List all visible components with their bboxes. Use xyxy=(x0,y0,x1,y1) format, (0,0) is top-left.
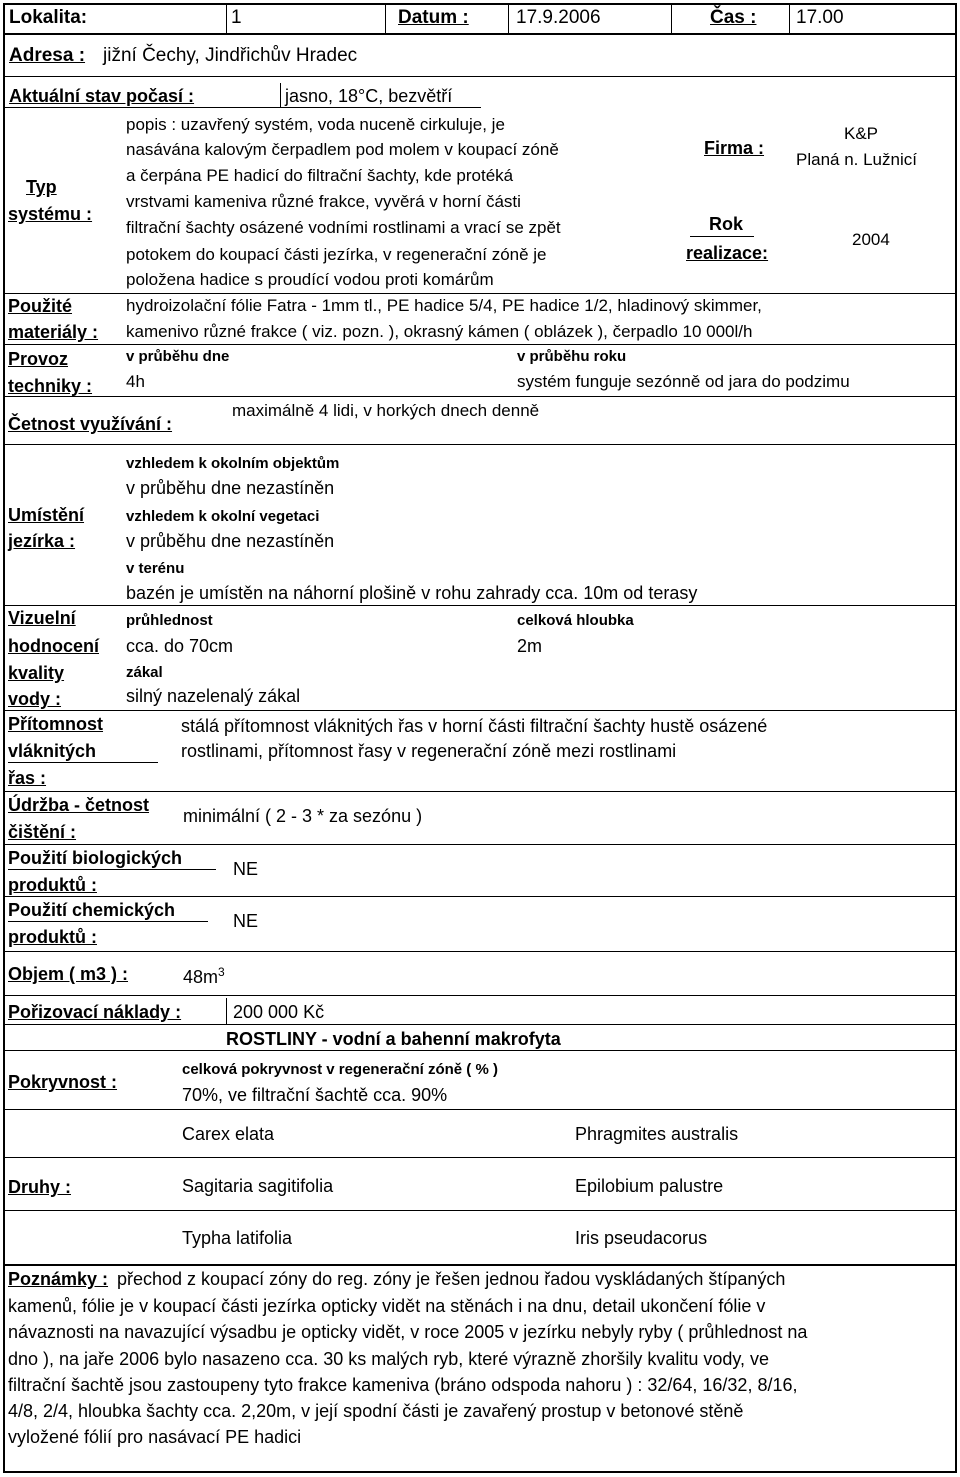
system-label-line2: systému : xyxy=(8,204,93,224)
divider xyxy=(690,236,754,237)
species-item: Epilobium palustre xyxy=(575,1176,724,1196)
notes-line: filtrační šachtě jsou zastoupeny tyto frakce kameniva (bráno odspoda nahoru ) : 32/64, 16/32, 8/16, xyxy=(8,1375,798,1395)
operation-label: Provoz xyxy=(8,349,69,369)
turbidity-value: silný nazelenalý zákal xyxy=(126,686,301,706)
frame-top xyxy=(3,3,957,5)
system-description-line: popis : uzavřený systém, voda nuceně cirkuluje, je xyxy=(126,115,505,134)
coverage-sublabel: celková pokryvnost v regenerační zóně ( % ) xyxy=(182,1061,498,1078)
notes-line: 4/8, 2/4, hloubka šachty cca. 2,20m, v její spodní části je zavařený prostup v betonové stěně xyxy=(8,1401,744,1421)
bio-label: Použití biologických xyxy=(8,848,183,868)
weather-label: Aktuální stav počasí : xyxy=(9,86,195,106)
divider xyxy=(280,83,281,107)
visual-label: Vizuelní xyxy=(8,608,76,628)
divider xyxy=(3,995,957,996)
bio-label: produktů : xyxy=(8,875,97,895)
placement-vegetation-label: vzhledem k okolní vegetaci xyxy=(126,508,320,525)
algae-line: rostlinami, přítomnost řasy v regenerační zóně mezi rostlinami xyxy=(181,741,677,761)
maintenance-value: minimální ( 2 - 3 * za sezónu ) xyxy=(183,806,423,826)
divider xyxy=(3,896,957,897)
clarity-value: cca. do 70cm xyxy=(126,636,234,656)
volume-superscript: 3 xyxy=(218,965,225,979)
year-value: 2004 xyxy=(852,230,890,249)
divider xyxy=(226,3,227,33)
placement-objects-label: vzhledem k okolním objektům xyxy=(126,455,340,472)
divider xyxy=(3,1264,957,1266)
placement-vegetation-value: v průběhu dne nezastíněn xyxy=(126,531,335,551)
time-value: 17.00 xyxy=(796,7,844,28)
operation-year-value: systém funguje sezónně od jara do podzimu xyxy=(517,372,850,391)
divider xyxy=(8,762,158,763)
frame-bottom xyxy=(3,1471,957,1473)
divider xyxy=(3,1109,957,1110)
address-label: Adresa : xyxy=(9,45,86,66)
divider xyxy=(3,293,957,294)
system-label-line1: Typ xyxy=(26,177,57,197)
visual-label: kvality xyxy=(8,663,65,683)
species-item: Typha latifolia xyxy=(182,1228,293,1248)
system-description-line: vrstvami kameniva různé frakce, vyvěrá v horní části xyxy=(126,192,521,211)
notes-line: dno ), na jaře 2006 bylo nasazeno cca. 30 ks malých ryb, které výrazně zhoršily kvalitu vody, ve xyxy=(8,1349,770,1369)
operation-year-label: v průběhu roku xyxy=(517,348,627,365)
chem-label: Použití chemických xyxy=(8,900,176,920)
divider xyxy=(3,951,957,952)
divider xyxy=(3,1024,957,1025)
date-label: Datum : xyxy=(398,7,469,28)
weather-value: jasno, 18°C, bezvětří xyxy=(285,86,453,106)
species-item: Carex elata xyxy=(182,1124,275,1144)
visual-label: vody : xyxy=(8,689,62,709)
placement-label: jezírka : xyxy=(8,531,76,551)
year-label: realizace: xyxy=(686,243,769,263)
divider xyxy=(8,921,208,922)
year-label: Rok xyxy=(709,214,744,234)
company-value: Planá n. Lužnicí xyxy=(796,150,917,169)
divider xyxy=(3,844,957,845)
operation-day-label: v průběhu dne xyxy=(126,348,230,365)
usage-value: maximálně 4 lidi, v horkých dnech denně xyxy=(232,401,540,420)
placement-objects-value: v průběhu dne nezastíněn xyxy=(126,478,335,498)
placement-terrain-label: v terénu xyxy=(126,560,185,577)
coverage-label: Pokryvnost : xyxy=(8,1072,118,1092)
species-item: Phragmites australis xyxy=(575,1124,739,1144)
visual-label: hodnocení xyxy=(8,636,99,656)
company-label: Firma : xyxy=(704,138,765,158)
bio-value: NE xyxy=(233,859,259,879)
species-item: Iris pseudacorus xyxy=(575,1228,708,1248)
notes-line: návaznosti na navazující výsadbu je opticky vidět, v roce 2005 v jezírku nebyly ryby ( průhlednost na xyxy=(8,1322,808,1342)
algae-label: Přítomnost xyxy=(8,714,104,734)
algae-line: stálá přítomnost vláknitých řas v horní části filtrační šachty hustě osázené xyxy=(181,716,768,736)
volume-label: Objem ( m3 ) : xyxy=(8,964,129,984)
algae-label: řas : xyxy=(8,768,47,788)
divider xyxy=(8,869,216,870)
materials-label: Použité xyxy=(8,296,73,316)
divider xyxy=(226,998,227,1024)
operation-day-value: 4h xyxy=(126,372,145,391)
notes-line: kamenů, fólie je v koupací části jezírka opticky vidět na stěnách i na dnu, detail ukončení fólie v xyxy=(8,1296,766,1316)
materials-line: hydroizolační fólie Fatra - 1mm tl., PE hadice 5/4, PE hadice 1/2, hladinový skimmer, xyxy=(126,296,762,315)
maintenance-label: čištění : xyxy=(8,822,77,842)
system-description-line: a čerpána PE hadicí do filtrační šachty, kde protéká xyxy=(126,166,514,185)
chem-label: produktů : xyxy=(8,927,97,947)
divider xyxy=(3,444,957,445)
divider xyxy=(3,791,957,792)
divider xyxy=(789,3,790,33)
species-label: Druhy : xyxy=(8,1177,71,1197)
frame-left xyxy=(3,3,5,1473)
species-item: Sagitaria sagitifolia xyxy=(182,1176,334,1196)
locality-label: Lokalita: xyxy=(9,7,88,28)
notes-label: Poznámky : xyxy=(8,1269,109,1289)
cost-label: Pořizovací náklady : xyxy=(8,1002,182,1022)
materials-line: kamenivo různé frakce ( viz. pozn. ), okrasný kámen ( oblázek ), čerpadlo 10 000l/h xyxy=(126,322,753,341)
divider xyxy=(671,3,672,33)
divider xyxy=(3,33,957,35)
usage-label: Četnost využívání : xyxy=(8,414,173,434)
time-label: Čas : xyxy=(710,7,757,28)
locality-value: 1 xyxy=(231,7,242,28)
cost-value: 200 000 Kč xyxy=(233,1002,325,1022)
divider xyxy=(3,1210,957,1211)
divider xyxy=(3,76,957,77)
system-description-line: potokem do koupací části jezírka, v regenerační zóně je xyxy=(126,245,547,264)
placement-terrain-value: bazén je umístěn na náhorní plošině v rohu zahrady cca. 10m od terasy xyxy=(126,583,698,603)
volume-number: 48m xyxy=(183,967,219,987)
maintenance-label: Údržba - četnost xyxy=(8,795,150,815)
divider xyxy=(3,605,957,606)
frame-right xyxy=(955,3,957,1473)
company-value: K&P xyxy=(844,124,879,143)
system-description-line: nasávána kalovým čerpadlem pod molem v koupací zóně xyxy=(126,140,559,159)
divider xyxy=(385,3,386,33)
plants-heading: ROSTLINY - vodní a bahenní makrofyta xyxy=(226,1029,561,1049)
turbidity-label: zákal xyxy=(126,664,163,681)
notes-line: přechod z koupací zóny do reg. zóny je řešen jednou řadou vyskládaných štípaných xyxy=(117,1269,786,1289)
divider xyxy=(3,344,957,345)
coverage-value: 70%, ve filtrační šachtě cca. 90% xyxy=(182,1085,448,1105)
date-value: 17.9.2006 xyxy=(516,7,601,28)
placement-label: Umístění xyxy=(8,505,85,525)
chem-value: NE xyxy=(233,911,259,931)
operation-label: techniky : xyxy=(8,376,93,396)
divider xyxy=(3,1050,957,1051)
divider xyxy=(3,396,957,397)
divider xyxy=(3,710,957,711)
clarity-label: průhlednost xyxy=(126,612,213,629)
volume-value xyxy=(183,965,225,988)
algae-label: vláknitých xyxy=(8,741,97,761)
system-description-line: položena hadice s proudící vodou proti komárům xyxy=(126,270,494,289)
address-value: jižní Čechy, Jindřichův Hradec xyxy=(103,45,358,66)
divider xyxy=(508,3,509,33)
depth-label: celková hloubka xyxy=(517,612,634,629)
notes-line: vyložené fólií pro nasávací PE hadici xyxy=(8,1427,302,1447)
materials-label: materiály : xyxy=(8,322,99,342)
divider xyxy=(3,107,481,108)
divider xyxy=(3,1157,957,1158)
system-description-line: filtrační šachty osázené vodními rostlinami a vrací se zpět xyxy=(126,218,561,237)
depth-value: 2m xyxy=(517,636,543,656)
